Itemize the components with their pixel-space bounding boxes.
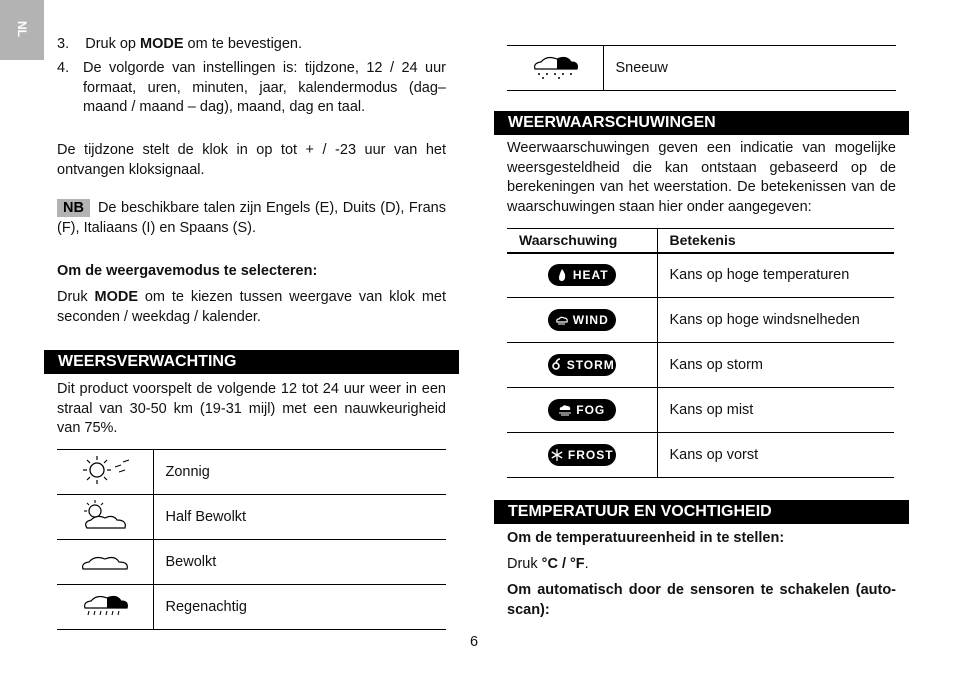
- step-3: 3. Druk op MODE om te bevestigen.: [57, 36, 303, 52]
- partly-cloudy-icon: [57, 495, 153, 540]
- warning-meaning: Kans op vorst: [657, 433, 894, 478]
- step-4-number: 4.: [57, 60, 70, 76]
- table-row: [507, 298, 894, 343]
- snowflake-icon: [550, 448, 564, 462]
- table-row: [57, 450, 446, 495]
- warnings-banner: WEERWAARSCHUWINGEN: [494, 111, 909, 135]
- autoscan-heading: Om automatisch door de sensoren te schakelen (auto-scan):: [507, 582, 896, 618]
- language-tab: [0, 0, 44, 60]
- forecast-label: Regenachtig: [153, 585, 446, 630]
- forecast-table: [57, 449, 446, 630]
- warning-meaning: Kans op mist: [657, 388, 894, 433]
- table-row: [57, 540, 446, 585]
- rainy-icon: [57, 585, 153, 630]
- table-row: [507, 46, 896, 91]
- page-number: 6: [470, 634, 479, 650]
- fog-badge: FOG: [548, 399, 616, 421]
- snow-icon: [507, 46, 603, 91]
- warnings-table: [507, 228, 894, 478]
- table-row: [507, 343, 894, 388]
- table-header-row: [507, 229, 894, 253]
- language-tab-label: NL: [15, 21, 29, 37]
- timezone-paragraph: De tijdzone stelt de klok in op tot + / -23 uur van het ontvangen kloksignaal.: [57, 142, 446, 178]
- snow-table: [507, 45, 896, 91]
- sunny-icon: [57, 450, 153, 495]
- table-row: [57, 495, 446, 540]
- storm-icon: [549, 358, 563, 372]
- forecast-paragraph: Dit product voorspelt de volgende 12 tot 24 uur weer in een straal van 30-50 km (19-31 mijl) met een nauwkeurigheid van 75%.: [57, 381, 446, 436]
- nb-badge: NB: [57, 199, 90, 217]
- step-4-text: De volgorde van instellingen is: tijdzone, 12 / 24 uur formaat, uren, minuten, jaar, kalendermodus (dag– maand / maand – dag), maand, dag en taal.: [83, 60, 446, 115]
- wind-cloud-icon: [555, 313, 569, 327]
- flame-icon: [555, 268, 569, 282]
- cloudy-icon: [57, 540, 153, 585]
- temperature-banner: TEMPERATUUR EN VOCHTIGHEID: [494, 500, 909, 524]
- heat-badge: HEAT: [548, 264, 616, 286]
- warning-meaning: Kans op storm: [657, 343, 894, 388]
- forecast-label: Half Bewolkt: [153, 495, 446, 540]
- display-mode-paragraph: Druk MODE om te kiezen tussen weergave van klok met seconden / weekdag / kalender.: [57, 289, 446, 325]
- warnings-paragraph: Weerwaarschuwingen geven een indicatie van mogelijke weersgesteldheid die kan ontstaan gebaseerd op de berekeningen van het weerstation. De betekenissen van de waarschuwingen staan hier onder aangegeven:: [507, 140, 896, 215]
- warning-meaning: Kans op hoge temperaturen: [657, 253, 894, 298]
- nb-paragraph: NB De beschikbare talen zijn Engels (E), Duits (D), Frans (F), Italiaans (I) en Spaans (S).: [57, 200, 446, 236]
- forecast-label: Sneeuw: [603, 46, 896, 91]
- table-row: [507, 253, 894, 298]
- table-row: [507, 433, 894, 478]
- column-header-meaning: Betekenis: [657, 229, 894, 253]
- display-mode-heading: Om de weergavemodus te selecteren:: [57, 263, 318, 279]
- warning-meaning: Kans op hoge windsnelheden: [657, 298, 894, 343]
- unit-heading: Om de temperatuureenheid in te stellen:: [507, 530, 785, 546]
- unit-paragraph: Druk °C / °F.: [507, 556, 589, 572]
- fog-icon: [558, 403, 572, 417]
- forecast-label: Bewolkt: [153, 540, 446, 585]
- forecast-label: Zonnig: [153, 450, 446, 495]
- wind-badge: WIND: [548, 309, 616, 331]
- frost-badge: FROST: [548, 444, 616, 466]
- column-header-warning: Waarschuwing: [507, 229, 657, 253]
- table-row: [57, 585, 446, 630]
- table-row: [507, 388, 894, 433]
- forecast-banner: WEERSVERWACHTING: [44, 350, 459, 374]
- storm-badge: STORM: [548, 354, 616, 376]
